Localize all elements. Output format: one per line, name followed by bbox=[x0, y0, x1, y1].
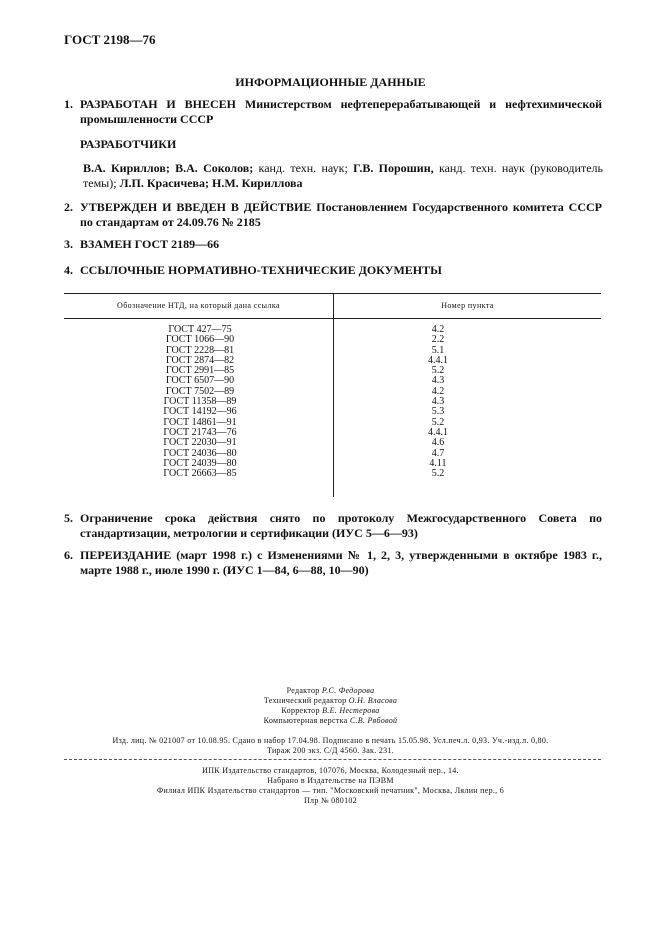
table-cell-clause: 4.6 bbox=[431, 437, 445, 449]
table-cell-document: ГОСТ 2874—82 bbox=[165, 354, 235, 366]
table-cell-clause: 5.2 bbox=[431, 416, 445, 428]
item-text: ВЗАМЕН ГОСТ 2189—66 bbox=[80, 237, 220, 251]
table-cell-clause: 4.2 bbox=[431, 324, 445, 335]
item-number: 1. bbox=[64, 97, 73, 111]
table-cell-document: ГОСТ 24039—80 bbox=[163, 457, 237, 469]
item-number: 4. bbox=[64, 263, 73, 277]
developer-names: В.А. Кириллов; В.А. Соколов; bbox=[83, 161, 254, 175]
table-cell-clause: 4.7 bbox=[431, 447, 445, 459]
table-cell-clause: 5.2 bbox=[431, 468, 445, 480]
imprint-editor: Редактор Р.С. Федорова bbox=[286, 686, 375, 695]
table-cell-document: ГОСТ 1066—90 bbox=[165, 334, 235, 346]
publisher-license: Плр № 080102 bbox=[303, 796, 357, 805]
table-cell-document: ГОСТ 21743—76 bbox=[163, 426, 237, 438]
table-header-clause: Номер пункта bbox=[441, 301, 494, 310]
imprint-license-line: Изд. лиц. № 021007 от 10.08.95. Сдано в набор 17.04.98. Подписано в печать 15.05.98. Усл.печ.л. 0,93. Уч.-изд.л. 0,80. bbox=[112, 736, 549, 745]
item-text: РАЗРАБОТАН И ВНЕСЕН Министерством нефтеперерабатывающей и нефтехимической промышленности СССР bbox=[80, 97, 602, 126]
section-title: ИНФОРМАЦИОННЫЕ ДАННЫЕ bbox=[235, 75, 426, 89]
table-column-divider bbox=[333, 294, 334, 497]
table-cell-clause: 4.4.1 bbox=[428, 354, 448, 366]
table-cell-document: ГОСТ 2991—85 bbox=[165, 365, 235, 377]
developer-names: Л.П. Красичева; Н.М. Кириллова bbox=[119, 176, 303, 190]
table-column-documents bbox=[100, 325, 300, 479]
developers-list bbox=[83, 161, 603, 191]
developer-degree: канд. техн. наук; bbox=[253, 161, 354, 175]
table-cell-document: ГОСТ 14861—91 bbox=[163, 416, 237, 428]
imprint-layout: Компьютерная верстка С.В. Рябовой bbox=[263, 716, 398, 725]
imprint-publisher bbox=[0, 766, 661, 806]
table-cell-document: ГОСТ 24036—80 bbox=[163, 447, 237, 459]
table-cell-clause: 5.1 bbox=[431, 344, 445, 356]
table-cell-document: ГОСТ 427—75 bbox=[168, 324, 232, 335]
item-text: ССЫЛОЧНЫЕ НОРМАТИВНО-ТЕХНИЧЕСКИЕ ДОКУМЕНТЫ bbox=[80, 263, 442, 277]
table-cell-document: ГОСТ 14192—96 bbox=[163, 406, 237, 418]
table-cell-document: ГОСТ 7502—89 bbox=[165, 385, 235, 397]
table-cell-clause: 5.2 bbox=[431, 365, 445, 377]
table-cell-clause: 4.4.1 bbox=[428, 426, 448, 438]
imprint-corrector: Корректор В.Е. Нестерова bbox=[281, 706, 380, 715]
table-cell-document: ГОСТ 6507—90 bbox=[165, 375, 235, 387]
table-header-document: Обозначение НТД, на который дана ссылка bbox=[117, 301, 280, 310]
table-cell-document: ГОСТ 26663—85 bbox=[163, 468, 237, 480]
item-number: 5. bbox=[64, 511, 73, 525]
publisher-branch: Филиал ИПК Издательство стандартов — тип. "Московский печатник", Москва, Лялин пер., 6 bbox=[156, 786, 505, 795]
developers-title: РАЗРАБОТЧИКИ bbox=[80, 137, 177, 151]
table-cell-clause: 4.3 bbox=[431, 396, 445, 408]
table-cell-clause: 4.2 bbox=[431, 385, 445, 397]
publisher-typeset: Набрано в Издательстве на ПЭВМ bbox=[267, 776, 394, 785]
developer-names: Г.В. Порошин, bbox=[353, 161, 434, 175]
item-number: 3. bbox=[64, 237, 73, 251]
item-text: ПЕРЕИЗДАНИЕ (март 1998 г.) с Изменениями № 1, 2, 3, утвержденными в октябре 1983 г., марте 1988 г., июле 1990 г. (ИУС 1—84, 6—88, 10—90) bbox=[80, 548, 602, 577]
item-number: 2. bbox=[64, 200, 73, 214]
item-text: Ограничение срока действия снято по протоколу Межгосударственного Совета по стандартизации, метрологии и сертификации (ИУС 5—6—93) bbox=[80, 511, 602, 540]
imprint-staff bbox=[0, 686, 661, 726]
imprint-divider bbox=[64, 759, 601, 760]
item-text: УТВЕРЖДЕН И ВВЕДЕН В ДЕЙСТВИЕ Постановлением Государственного комитета СССР по стандартам от 24.09.76 № 2185 bbox=[80, 200, 602, 229]
table-column-clauses bbox=[408, 325, 468, 479]
document-header: ГОСТ 2198—76 bbox=[64, 32, 156, 47]
publisher-address: ИПК Издательство стандартов, 107076, Москва, Колодезный пер., 14. bbox=[202, 766, 459, 775]
table-cell-document: ГОСТ 11358—89 bbox=[163, 396, 237, 408]
table-cell-document: ГОСТ 2228—81 bbox=[165, 344, 235, 356]
imprint-circulation-line: Тираж 200 экз. С/Д 4560. Зак. 231. bbox=[266, 746, 395, 755]
table-cell-clause: 5.3 bbox=[431, 406, 445, 418]
table-cell-clause: 4.3 bbox=[431, 375, 445, 387]
imprint-print-details bbox=[50, 736, 611, 756]
table-cell-clause: 2.2 bbox=[431, 334, 445, 346]
imprint-tech-editor: Технический редактор О.Н. Власова bbox=[263, 696, 398, 705]
item-number: 6. bbox=[64, 548, 73, 562]
developer-degree: канд. техн. наук (руководитель темы); bbox=[83, 161, 603, 190]
table-cell-clause: 4.11 bbox=[429, 457, 447, 469]
table-cell-document: ГОСТ 22030—91 bbox=[163, 437, 237, 449]
